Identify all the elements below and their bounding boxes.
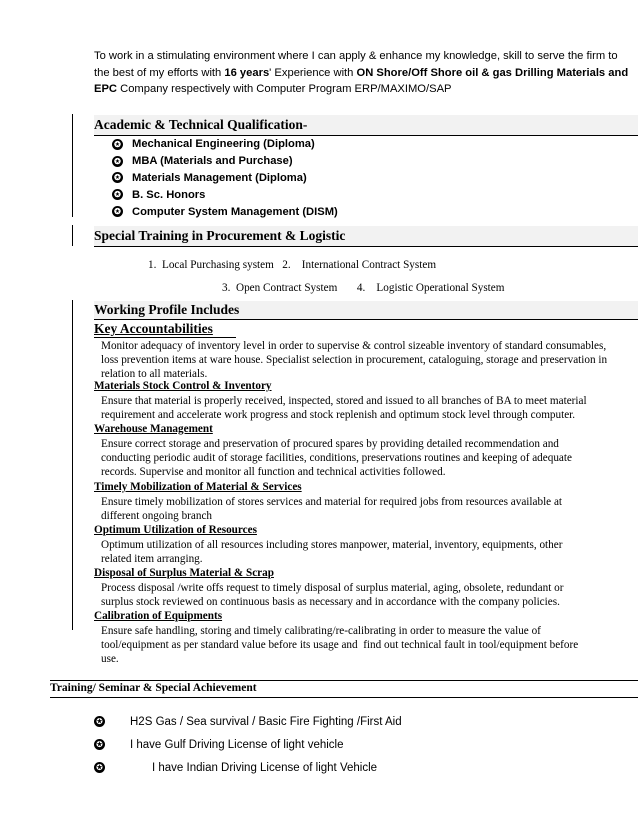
academic-heading: Academic & Technical Qualification- [94, 115, 638, 136]
objective-years: 16 years [224, 66, 270, 79]
section-disposal-text: Process disposal /write offs request to timely disposal of surplus material, aging, obsolete, redundant or surplus stock reviewed on continuous basis as necessary and in accordance with the company policies. [101, 582, 564, 609]
section-calibration-title: Calibration of Equipments [94, 610, 223, 622]
training-left-rule [72, 225, 73, 246]
section-warehouse-text: Ensure correct storage and preservation of procured spares by providing detailed recommendation and conducting periodic audit of storage facilities, conditions, preservations routines and keeping of adequate records. Supervise and monitor all function and technical activities followed. [101, 438, 572, 479]
objective-text-2: ' Experience with [269, 66, 357, 79]
achievement-item: ✪ I have Gulf Driving License of light vehicle [94, 733, 402, 756]
academic-item: ✪ Mechanical Engineering (Diploma) [112, 136, 338, 153]
star-bullet-icon: ✪ [112, 189, 123, 200]
profile-left-rule [72, 300, 73, 630]
achievements-top-rule [50, 680, 638, 681]
star-bullet-icon: ✪ [112, 139, 123, 150]
section-disposal-title: Disposal of Surplus Material & Scrap [94, 567, 274, 579]
section-utilization-text: Optimum utilization of all resources including stores manpower, material, inventory, equipments, other related item arranging. [101, 539, 563, 566]
star-bullet-icon: ✪ [94, 716, 105, 727]
section-stock-control-title: Materials Stock Control & Inventory [94, 380, 272, 392]
academic-left-rule [72, 114, 73, 217]
star-bullet-icon: ✪ [112, 206, 123, 217]
training-heading: Special Training in Procurement & Logistic [94, 226, 638, 247]
achievements-heading: Training/ Seminar & Special Achievement [50, 682, 257, 694]
section-stock-control-text: Ensure that material is properly received, inspected, stored and issued to all branches of BA to meet material requirement and accelerate work progress and stock replenish and optimum stock level through computer. [101, 395, 587, 422]
section-utilization-title: Optimum Utilization of Resources [94, 524, 257, 536]
key-accountabilities-text: Monitor adequacy of inventory level in order to supervise & control sizeable inventory of standard consumables, loss prevention items at ware house. Specialist selection in procurement, cataloguing, storage and preservation in relation to all materials. [101, 340, 608, 381]
section-mobilization-text: Ensure timely mobilization of stores services and material for required jobs from resources available at different ongoing branch [101, 496, 563, 523]
star-bullet-icon: ✪ [94, 739, 105, 750]
objective-paragraph [94, 48, 634, 98]
achievements-list [94, 710, 402, 779]
key-heading-underline [94, 337, 236, 338]
section-mobilization-title: Timely Mobilization of Material & Services [94, 481, 302, 493]
academic-item: ✪ Materials Management (Diploma) [112, 170, 338, 187]
objective-highlight: ON Shore/Off Shore oil & gas Drilling Materials and EPC [94, 66, 629, 95]
training-line-2: 3. Open Contract System 4. Logistic Operational System [222, 282, 505, 294]
achievement-item: ✪ I have Indian Driving License of light Vehicle [94, 756, 402, 779]
objective-text-3: Company respectively with Computer Program ERP/MAXIMO/SAP [117, 83, 452, 95]
section-warehouse-title: Warehouse Management [94, 423, 213, 435]
profile-heading: Working Profile Includes [94, 301, 638, 320]
star-bullet-icon: ✪ [112, 172, 123, 183]
academic-item: ✪ MBA (Materials and Purchase) [112, 153, 338, 170]
key-accountabilities-heading: Key Accountabilities [94, 321, 213, 336]
section-calibration-text: Ensure safe handling, storing and timely calibrating/re-calibrating in order to measure the value of tool/equipment as per standard value before its usage and find out technical fault in tool/equipment before use. [101, 625, 579, 666]
academic-item: ✪ B. Sc. Honors [112, 186, 338, 203]
achievement-item: ✪ H2S Gas / Sea survival / Basic Fire Fighting /First Aid [94, 710, 402, 733]
academic-list [112, 136, 338, 220]
objective-text-1: To work in a stimulating environment where I can apply & enhance my knowledge, skill to serve the firm to the best of my efforts with [94, 50, 618, 79]
star-bullet-icon: ✪ [94, 762, 105, 773]
achievements-bottom-rule [50, 697, 638, 698]
academic-item: ✪ Computer System Management (DISM) [112, 203, 338, 220]
training-line-1: 1. Local Purchasing system 2. International Contract System [148, 259, 437, 271]
star-bullet-icon: ✪ [112, 156, 123, 167]
